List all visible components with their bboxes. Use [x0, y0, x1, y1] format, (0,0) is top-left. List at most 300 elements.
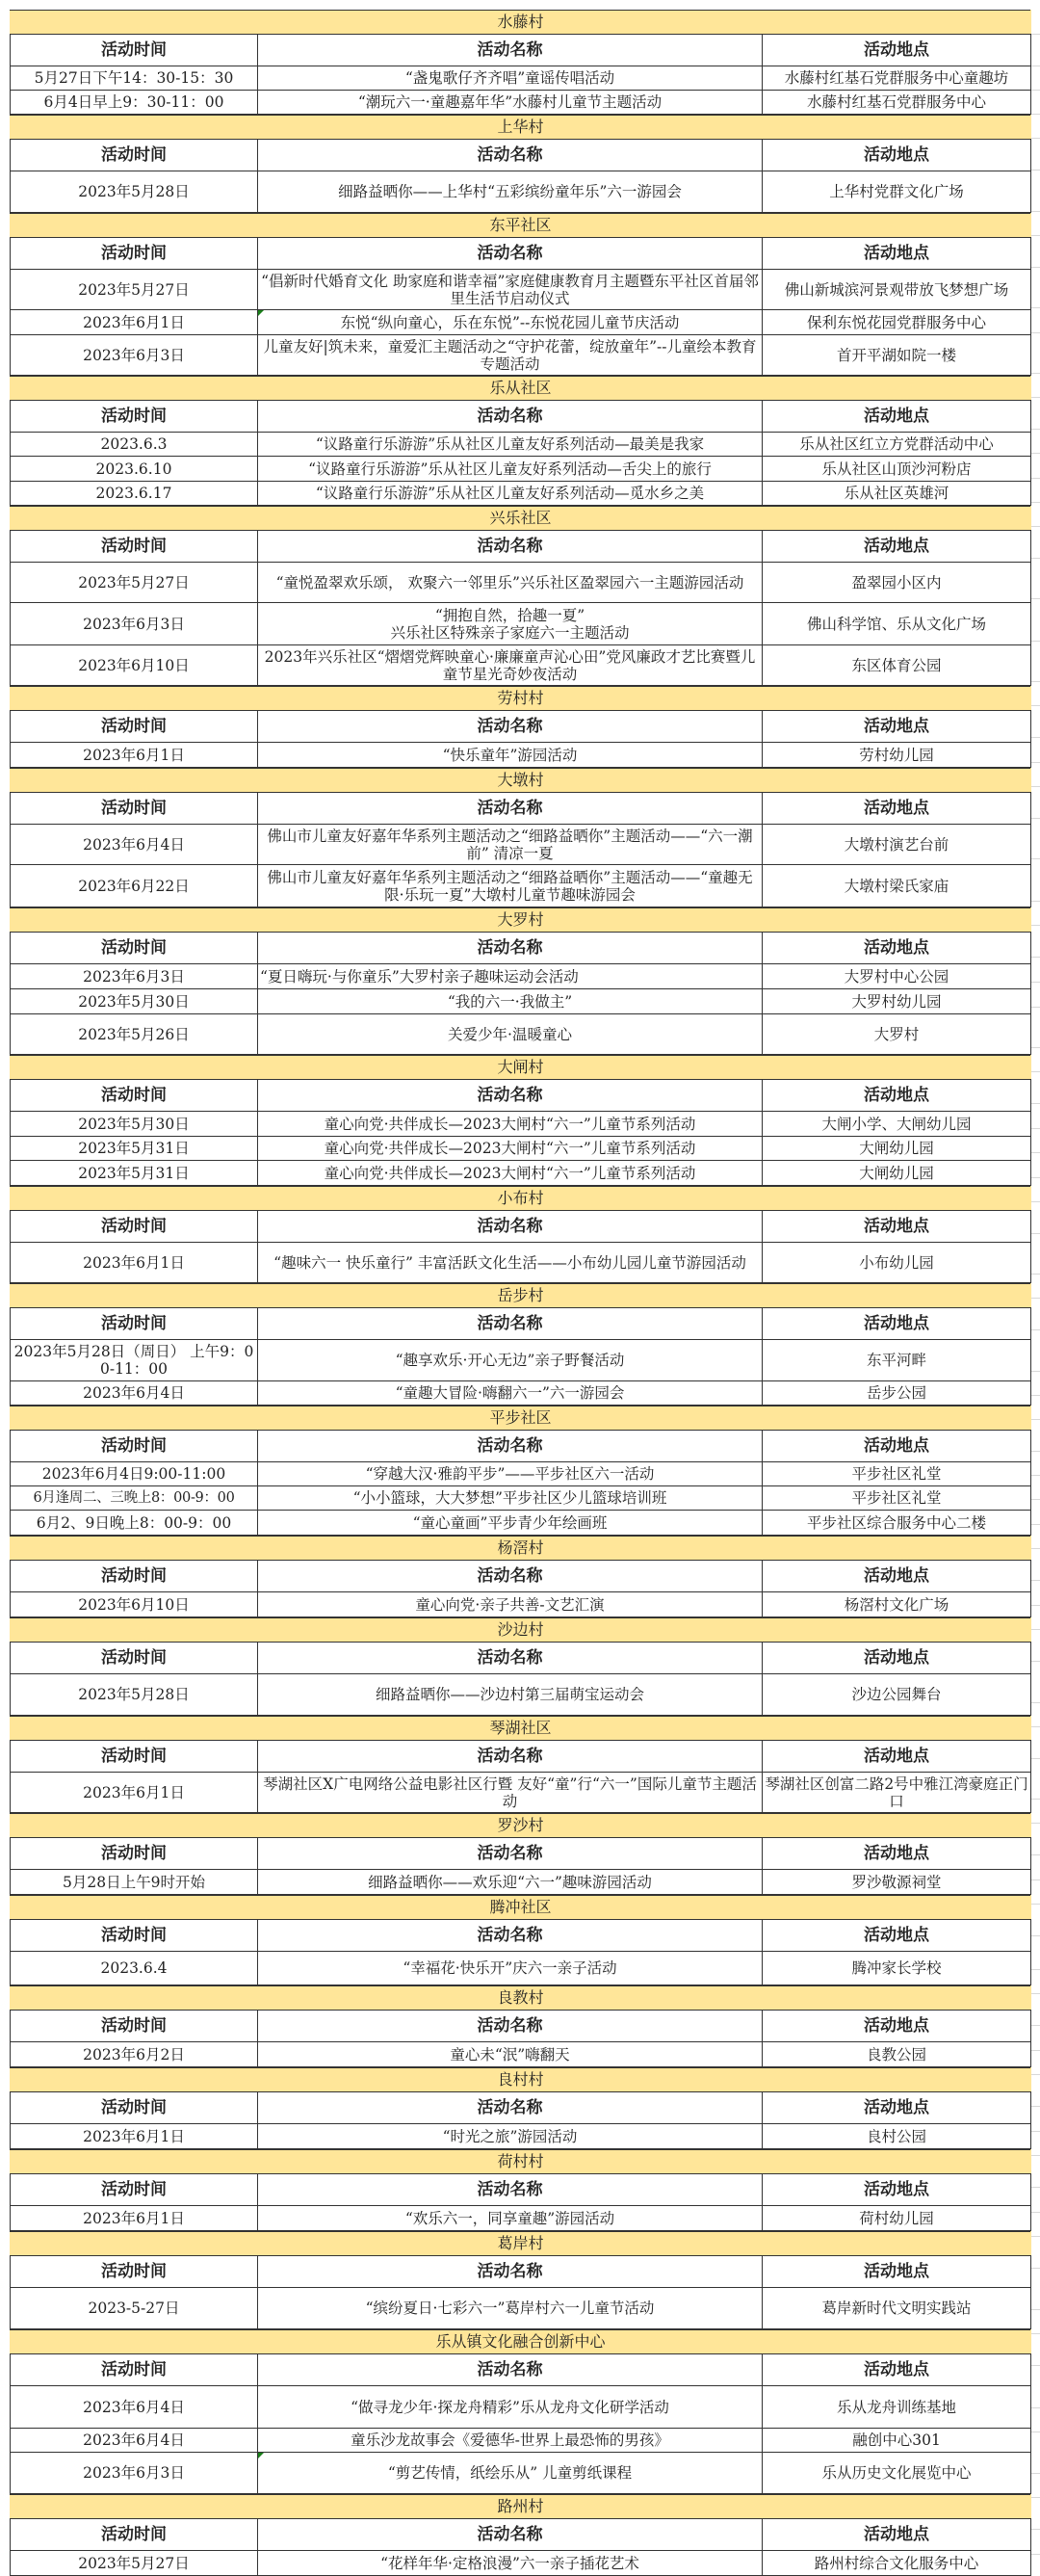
gridline — [1031, 502, 1040, 503]
section-title-cell[interactable]: 乐从社区 — [11, 377, 1031, 401]
cell-activity-place[interactable]: 大墩村梁氏家庙 — [763, 865, 1031, 907]
cell-activity-place[interactable]: 良教公园 — [763, 2042, 1031, 2067]
cell-activity-name[interactable]: “童心童画”平步青少年绘画班 — [258, 1511, 763, 1536]
cell-activity-name[interactable]: 2023年兴乐社区“熠熠党辉映童心·廉廉童声沁心田”党风廉政才艺比赛暨儿童节星光奇妙夜活动 — [258, 645, 763, 686]
header-activity-time[interactable]: 活动时间 — [11, 1741, 258, 1773]
header-activity-name[interactable]: 活动名称 — [258, 1838, 763, 1870]
header-activity-name[interactable]: 活动名称 — [258, 2092, 763, 2124]
column-header-row — [11, 2174, 1031, 2206]
header-activity-name[interactable]: 活动名称 — [258, 1561, 763, 1592]
cell-activity-place[interactable]: 盈翠园小区内 — [763, 563, 1031, 603]
cell-activity-place[interactable]: 东平河畔 — [763, 1340, 1031, 1381]
cell-activity-place[interactable]: 大闸幼儿园 — [763, 1137, 1031, 1161]
column-header-row — [11, 401, 1031, 433]
gridline — [1031, 2268, 1040, 2269]
cell-activity-place[interactable]: 融创中心301 — [763, 2429, 1031, 2453]
cell-activity-time[interactable]: 6月2、9日晚上8：00-9：00 — [11, 1511, 258, 1536]
gridline — [1031, 1371, 1040, 1372]
gridline — [1031, 235, 1040, 236]
header-activity-time[interactable]: 活动时间 — [11, 1920, 258, 1952]
section-title-cell[interactable]: 兴乐社区 — [11, 507, 1031, 531]
cell-activity-name[interactable]: “小小篮球，大大梦想”平步社区少儿篮球培训班 — [258, 1486, 763, 1511]
gridline — [1031, 1629, 1040, 1630]
cell-activity-place[interactable]: 小布幼儿园 — [763, 1243, 1031, 1283]
header-activity-place[interactable]: 活动地点 — [763, 933, 1031, 964]
section-table — [10, 1186, 1031, 1283]
cell-activity-name[interactable]: “倡新时代婚育文化 助家庭和谐幸福”家庭健康教育月主题暨东平社区首届邻里生活节启动仪式 — [258, 270, 763, 310]
header-activity-time[interactable]: 活动时间 — [11, 2174, 258, 2206]
gridline — [1031, 2407, 1040, 2408]
cell-activity-place[interactable]: 琴湖社区创富二路2号中雅江湾豪庭正门口 — [763, 1773, 1031, 1813]
cell-activity-name[interactable]: “议路童行乐游游”乐从社区儿童友好系列活动—最美是我家 — [258, 433, 763, 457]
cell-activity-place[interactable]: 上华村党群文化广场 — [763, 171, 1031, 213]
cell-activity-name[interactable]: “童悦盈翠欢乐颂， 欢聚六一邻里乐”兴乐社区盈翠园六一主题游园活动 — [258, 563, 763, 603]
header-activity-name[interactable]: 活动名称 — [258, 1741, 763, 1773]
table-row — [11, 1381, 1031, 1406]
cell-activity-name[interactable]: “幸福花·快乐开”庆六一亲子活动 — [258, 1952, 763, 1985]
gridline — [1031, 1475, 1040, 1476]
cell-activity-name[interactable]: “穿越大汉·雅韵平步”——平步社区六一活动 — [258, 1462, 763, 1486]
cell-activity-name[interactable]: 童心向党·共伴成长—2023大闸村“六一”儿童节系列活动 — [258, 1161, 763, 1186]
cell-activity-place[interactable]: 良村公园 — [763, 2124, 1031, 2149]
header-activity-name[interactable]: 活动名称 — [258, 2519, 763, 2551]
cell-activity-time[interactable]: 2023年6月3日 — [11, 2453, 258, 2494]
gridline — [1031, 1823, 1040, 1824]
section-title-cell[interactable]: 罗沙村 — [11, 1814, 1031, 1838]
section-title-cell[interactable]: 葛岸村 — [11, 2232, 1031, 2256]
cell-activity-name[interactable]: “花样年华·定格浪漫”六一亲子插花艺术 — [258, 2551, 763, 2576]
header-activity-time[interactable]: 活动时间 — [11, 711, 258, 743]
header-activity-time[interactable]: 活动时间 — [11, 2011, 258, 2042]
cell-activity-time[interactable]: 2023年6月4日 — [11, 2429, 258, 2453]
section-table — [10, 1055, 1031, 1186]
cell-activity-name[interactable]: 细路益晒你——上华村“五彩缤纷童年乐”六一游园会 — [258, 171, 763, 213]
cell-activity-place[interactable]: 大罗村 — [763, 1014, 1031, 1055]
table-row — [11, 1674, 1031, 1716]
header-activity-place[interactable]: 活动地点 — [763, 238, 1031, 270]
header-activity-time[interactable]: 活动时间 — [11, 531, 258, 563]
header-activity-place[interactable]: 活动地点 — [763, 531, 1031, 563]
cell-activity-name[interactable]: “潮玩六一·童趣嘉年华”水藤村儿童节主题活动 — [258, 91, 763, 115]
header-activity-place[interactable]: 活动地点 — [763, 401, 1031, 433]
gridline — [1031, 982, 1040, 983]
gridline — [1031, 1661, 1040, 1662]
section-title-cell[interactable]: 路州村 — [11, 2495, 1031, 2519]
gridline — [1031, 1605, 1040, 1606]
column-header-row — [11, 793, 1031, 825]
section-title-cell[interactable]: 东平社区 — [11, 214, 1031, 238]
gridline — [1031, 1524, 1040, 1525]
header-activity-time[interactable]: 活动时间 — [11, 1431, 258, 1462]
cell-activity-name[interactable]: 细路益晒你——欢乐迎“六一”趣味游园活动 — [258, 1870, 763, 1895]
header-activity-place[interactable]: 活动地点 — [763, 2092, 1031, 2124]
cell-activity-place[interactable]: 腾冲家长学校 — [763, 1952, 1031, 1985]
header-activity-name[interactable]: 活动名称 — [258, 1431, 763, 1462]
section-table — [10, 1536, 1031, 1617]
cell-activity-name[interactable]: “夏日嗨玩·与你童乐”大罗村亲子趣味运动会活动 — [258, 964, 763, 989]
header-activity-time[interactable]: 活动时间 — [11, 793, 258, 825]
table-row — [11, 989, 1031, 1014]
cell-activity-time[interactable]: 2023年5月27日 — [11, 270, 258, 310]
cell-activity-time[interactable]: 2023年6月10日 — [11, 1592, 258, 1617]
header-activity-place[interactable]: 活动地点 — [763, 2011, 1031, 2042]
cell-activity-time[interactable]: 2023年6月22日 — [11, 865, 258, 907]
header-activity-time[interactable]: 活动时间 — [11, 1308, 258, 1340]
cell-activity-name[interactable]: 佛山市儿童友好嘉年华系列主题活动之“细路益晒你”主题活动——“六一潮前” 清凉一夏 — [258, 825, 763, 865]
gridline — [1031, 526, 1040, 527]
header-activity-name[interactable]: 活动名称 — [258, 401, 763, 433]
cell-activity-place[interactable]: 乐从龙舟训练基地 — [763, 2386, 1031, 2429]
gridline — [1031, 2074, 1040, 2075]
cell-activity-time[interactable]: 2023年5月28日（周日） 上午9：00-11：00 — [11, 1340, 258, 1381]
cell-activity-place[interactable]: 乐从社区红立方党群活动中心 — [763, 433, 1031, 457]
header-activity-time[interactable]: 活动时间 — [11, 1838, 258, 1870]
header-activity-name[interactable]: 活动名称 — [258, 531, 763, 563]
column-header-row — [11, 35, 1031, 66]
cell-activity-time[interactable]: 2023年5月31日 — [11, 1137, 258, 1161]
cell-activity-place[interactable]: 保利东悦花园党群服务中心 — [763, 310, 1031, 335]
cell-activity-name[interactable]: 琴湖社区X广电网络公益电影社区行暨 友好“童”行“六一”国际儿童节主题活动 — [258, 1773, 763, 1813]
cell-activity-name[interactable]: “拥抱自然，拾趣一夏” 兴乐社区特殊亲子家庭六一主题活动 — [258, 603, 763, 645]
cell-activity-name[interactable]: “趣味六一 快乐童行” 丰富活跃文化生活——小布幼儿园儿童节游园活动 — [258, 1243, 763, 1283]
cell-activity-place[interactable]: 水藤村红基石党群服务中心童趣坊 — [763, 66, 1031, 91]
header-activity-name[interactable]: 活动名称 — [258, 711, 763, 743]
header-activity-name[interactable]: 活动名称 — [258, 140, 763, 171]
gridline — [1031, 332, 1040, 333]
section-title-row — [11, 1406, 1031, 1431]
header-activity-place[interactable]: 活动地点 — [763, 1080, 1031, 1112]
section-title-row — [11, 377, 1031, 401]
table-row — [11, 2042, 1031, 2067]
header-activity-time[interactable]: 活动时间 — [11, 401, 258, 433]
gridline — [1031, 1298, 1040, 1299]
header-activity-name[interactable]: 活动名称 — [258, 2256, 763, 2288]
section-title-row — [11, 214, 1031, 238]
header-activity-place[interactable]: 活动地点 — [763, 1211, 1031, 1243]
cell-activity-time[interactable]: 2023年6月4日 — [11, 2386, 258, 2429]
section-title-cell[interactable]: 岳步村 — [11, 1284, 1031, 1308]
cell-activity-time[interactable]: 5月27日下午14：30-15：30 — [11, 66, 258, 91]
section-table — [10, 213, 1031, 376]
header-activity-place[interactable]: 活动地点 — [763, 1308, 1031, 1340]
header-activity-place[interactable]: 活动地点 — [763, 1838, 1031, 1870]
table-row — [11, 825, 1031, 865]
cell-activity-time[interactable]: 2023年5月28日 — [11, 171, 258, 213]
cell-activity-time[interactable]: 2023年6月1日 — [11, 310, 258, 335]
header-activity-time[interactable]: 活动时间 — [11, 2519, 258, 2551]
gridline — [1031, 762, 1040, 763]
header-activity-time[interactable]: 活动时间 — [11, 1080, 258, 1112]
section-table — [10, 2149, 1031, 2231]
cell-activity-name[interactable]: 儿童友好|筑未来，童爱汇主题活动之“守护花蕾，绽放童年”--儿童绘本教育专题活动 — [258, 335, 763, 376]
header-activity-name[interactable]: 活动名称 — [258, 2174, 763, 2206]
header-activity-time[interactable]: 活动时间 — [11, 1561, 258, 1592]
gridline — [1031, 1758, 1040, 1759]
table-row — [11, 1137, 1031, 1161]
section-title-cell[interactable]: 大墩村 — [11, 769, 1031, 793]
section-title-cell[interactable]: 平步社区 — [11, 1406, 1031, 1431]
header-activity-name[interactable]: 活动名称 — [258, 2354, 763, 2386]
cell-activity-place[interactable]: 大闸幼儿园 — [763, 1161, 1031, 1186]
header-activity-place[interactable]: 活动地点 — [763, 793, 1031, 825]
cell-activity-time[interactable]: 2023年5月27日 — [11, 2551, 258, 2576]
gridline — [1031, 373, 1040, 374]
header-activity-name[interactable]: 活动名称 — [258, 1308, 763, 1340]
cell-activity-place[interactable]: 平步社区综合服务中心二楼 — [763, 1511, 1031, 1536]
cell-activity-time[interactable]: 2023年5月30日 — [11, 1112, 258, 1137]
cell-activity-place[interactable]: 水藤村红基石党群服务中心 — [763, 91, 1031, 115]
cell-activity-name[interactable]: 东悦“纵向童心，乐在东悦”--东悦花园儿童节庆活动 — [258, 310, 763, 335]
header-activity-place[interactable]: 活动地点 — [763, 140, 1031, 171]
cell-activity-time[interactable]: 5月28日上午9时开始 — [11, 1870, 258, 1895]
table-row — [11, 645, 1031, 686]
cell-activity-place[interactable]: 平步社区礼堂 — [763, 1486, 1031, 1511]
cell-activity-name[interactable]: “时光之旅”游园活动 — [258, 2124, 763, 2149]
gridline — [1031, 1128, 1040, 1129]
section-table — [10, 686, 1031, 768]
cell-activity-place[interactable]: 岳步公园 — [763, 1381, 1031, 1406]
gridline — [1031, 397, 1040, 398]
cell-activity-name[interactable]: “童趣大冒险·嗨翻六一”六一游园会 — [258, 1381, 763, 1406]
column-header-row — [11, 531, 1031, 563]
cell-activity-place[interactable]: 佛山新城滨河景观带放飞梦想广场 — [763, 270, 1031, 310]
section-title-cell[interactable]: 大罗村 — [11, 908, 1031, 933]
gridline — [1031, 90, 1040, 91]
cell-activity-time[interactable]: 2023年6月1日 — [11, 2124, 258, 2149]
gridline — [1031, 641, 1040, 642]
header-activity-name[interactable]: 活动名称 — [258, 793, 763, 825]
header-activity-time[interactable]: 活动时间 — [11, 140, 258, 171]
gridline — [1031, 1395, 1040, 1396]
header-activity-time[interactable]: 活动时间 — [11, 2092, 258, 2124]
section-table — [10, 2067, 1031, 2149]
cell-activity-place[interactable]: 杨滘村文化广场 — [763, 1592, 1031, 1617]
section-title-row — [11, 1896, 1031, 1920]
table-row — [11, 2551, 1031, 2576]
cell-activity-time[interactable]: 2023年6月3日 — [11, 964, 258, 989]
cell-activity-name[interactable]: “快乐童年”游园活动 — [258, 743, 763, 768]
cell-activity-name[interactable]: “盏鬼歌仔齐齐唱”童谣传唱活动 — [258, 66, 763, 91]
cell-activity-name[interactable]: “议路童行乐游游”乐从社区儿童友好系列活动—觅水乡之美 — [258, 482, 763, 506]
section-title-cell[interactable]: 荷村村 — [11, 2150, 1031, 2174]
header-activity-place[interactable]: 活动地点 — [763, 711, 1031, 743]
header-activity-place[interactable]: 活动地点 — [763, 2256, 1031, 2288]
cell-activity-name[interactable]: “趣享欢乐·开心无边”亲子野餐活动 — [258, 1340, 763, 1381]
cell-activity-time[interactable]: 2023年6月4日 — [11, 825, 258, 865]
cell-activity-place[interactable]: 大罗村幼儿园 — [763, 989, 1031, 1014]
cell-activity-time[interactable]: 2023-5-27日 — [11, 2288, 258, 2329]
cell-activity-time[interactable]: 2023年6月4日 — [11, 1381, 258, 1406]
cell-activity-time[interactable]: 6月逢周二、三晚上8：00-9：00 — [11, 1486, 258, 1511]
cell-activity-place[interactable]: 首开平湖如院一楼 — [763, 335, 1031, 376]
cell-activity-time[interactable]: 2023年6月4日9:00-11:00 — [11, 1462, 258, 1486]
cell-activity-time[interactable]: 2023年5月26日 — [11, 1014, 258, 1055]
section-table — [10, 1283, 1031, 1406]
cell-activity-time[interactable]: 2023年6月3日 — [11, 335, 258, 376]
header-activity-place[interactable]: 活动地点 — [763, 2519, 1031, 2551]
cell-activity-place[interactable]: 大闸小学、大闸幼儿园 — [763, 1112, 1031, 1137]
table-row — [11, 2124, 1031, 2149]
section-title-cell[interactable]: 劳村村 — [11, 687, 1031, 711]
header-activity-place[interactable]: 活动地点 — [763, 1643, 1031, 1674]
cell-activity-name[interactable]: “剪艺传情，纸绘乐从” 儿童剪纸课程 — [258, 2453, 763, 2494]
gridline — [1031, 2309, 1040, 2310]
section-title-row — [11, 1717, 1031, 1741]
cell-activity-name[interactable]: “缤纷夏日·七彩六一”葛岸村六一儿童节活动 — [258, 2288, 763, 2329]
header-activity-place[interactable]: 活动地点 — [763, 2354, 1031, 2386]
cell-activity-name[interactable]: 童心向党·共伴成长—2023大闸村“六一”儿童节系列活动 — [258, 1137, 763, 1161]
cell-activity-time[interactable]: 2023.6.3 — [11, 433, 258, 457]
section-title-cell[interactable]: 腾冲社区 — [11, 1896, 1031, 1920]
cell-activity-time[interactable]: 2023年6月1日 — [11, 1243, 258, 1283]
table-row — [11, 1161, 1031, 1186]
cell-activity-name[interactable]: “欢乐六一，同享童趣”游园活动 — [258, 2206, 763, 2231]
cell-activity-place[interactable]: 乐从历史文化展览中心 — [763, 2453, 1031, 2494]
cell-activity-place[interactable]: 荷村幼儿园 — [763, 2206, 1031, 2231]
section-title-cell[interactable]: 琴湖社区 — [11, 1717, 1031, 1741]
cell-activity-time[interactable]: 2023年5月30日 — [11, 989, 258, 1014]
cell-activity-place[interactable]: 劳村幼儿园 — [763, 743, 1031, 768]
header-activity-time[interactable]: 活动时间 — [11, 1211, 258, 1243]
column-header-row — [11, 1741, 1031, 1773]
cell-activity-time[interactable]: 2023.6.4 — [11, 1952, 258, 1985]
cell-activity-place[interactable]: 佛山科学馆、乐从文化广场 — [763, 603, 1031, 645]
gridline — [1031, 2212, 1040, 2213]
cell-activity-time[interactable]: 2023年5月31日 — [11, 1161, 258, 1186]
cell-activity-name[interactable]: 童乐沙龙故事会《爱德华-世界上最恐怖的男孩》 — [258, 2429, 763, 2453]
section-title-cell[interactable]: 良教村 — [11, 1986, 1031, 2011]
cell-activity-name[interactable]: 佛山市儿童友好嘉年华系列主题活动之“细路益晒你”主题活动——“童趣无限·乐玩一夏”大墩村儿童节趣味游园会 — [258, 865, 763, 907]
cell-activity-name[interactable]: 童心未“泯”嗨翻天 — [258, 2042, 763, 2067]
section-title-cell[interactable]: 上华村 — [11, 116, 1031, 140]
section-title-cell[interactable]: 乐从镇文化融合创新中心 — [11, 2330, 1031, 2354]
section-title-cell[interactable]: 良村村 — [11, 2068, 1031, 2092]
table-row — [11, 865, 1031, 907]
gridline — [1031, 1007, 1040, 1008]
cell-activity-time[interactable]: 2023.6.10 — [11, 457, 258, 482]
gridline — [1031, 786, 1040, 787]
gridline — [1031, 1233, 1040, 1234]
cell-activity-place[interactable]: 沙边公园舞台 — [763, 1674, 1031, 1716]
header-activity-place[interactable]: 活动地点 — [763, 1920, 1031, 1952]
header-activity-time[interactable]: 活动时间 — [11, 933, 258, 964]
cell-activity-name[interactable]: “做寻龙少年·探龙舟精彩”乐从龙舟文化研学活动 — [258, 2386, 763, 2429]
cell-activity-time[interactable]: 2023年6月3日 — [11, 603, 258, 645]
cell-activity-time[interactable]: 2023年5月28日 — [11, 1674, 258, 1716]
cell-activity-name[interactable]: 细路益晒你——沙边村第三届萌宝运动会 — [258, 1674, 763, 1716]
cell-activity-place[interactable]: 大罗村中心公园 — [763, 964, 1031, 989]
cell-activity-name[interactable]: “我的六一·我做主” — [258, 989, 763, 1014]
cell-activity-place[interactable]: 乐从社区英雄河 — [763, 482, 1031, 506]
cell-activity-time[interactable]: 2023年6月1日 — [11, 1773, 258, 1813]
gridline — [1031, 211, 1040, 212]
header-activity-place[interactable]: 活动地点 — [763, 35, 1031, 66]
header-activity-time[interactable]: 活动时间 — [11, 238, 258, 270]
table-row — [11, 433, 1031, 457]
cell-activity-time[interactable]: 2023年6月10日 — [11, 645, 258, 686]
cell-activity-place[interactable]: 东区体育公园 — [763, 645, 1031, 686]
gridline — [1031, 429, 1040, 430]
cell-activity-time[interactable]: 2023.6.17 — [11, 482, 258, 506]
header-activity-place[interactable]: 活动地点 — [763, 1741, 1031, 1773]
cell-activity-place[interactable]: 路州村综合文化服务中心 — [763, 2551, 1031, 2576]
section-title-cell[interactable]: 杨滘村 — [11, 1537, 1031, 1561]
cell-activity-name[interactable]: “议路童行乐游游”乐从社区儿童友好系列活动—舌尖上的旅行 — [258, 457, 763, 482]
header-activity-time[interactable]: 活动时间 — [11, 2354, 258, 2386]
cell-activity-time[interactable]: 6月4日早上9：30-11：00 — [11, 91, 258, 115]
table-row — [11, 1486, 1031, 1511]
gridline — [1031, 1904, 1040, 1905]
cell-activity-place[interactable]: 大墩村演艺台前 — [763, 825, 1031, 865]
cell-activity-time[interactable]: 2023年5月27日 — [11, 563, 258, 603]
section-title-cell[interactable]: 沙边村 — [11, 1618, 1031, 1643]
header-activity-name[interactable]: 活动名称 — [258, 1920, 763, 1952]
table-row — [11, 1243, 1031, 1283]
cell-activity-time[interactable]: 2023年6月1日 — [11, 743, 258, 768]
section-title-row — [11, 1187, 1031, 1211]
header-activity-time[interactable]: 活动时间 — [11, 2256, 258, 2288]
header-activity-name[interactable]: 活动名称 — [258, 933, 763, 964]
header-activity-place[interactable]: 活动地点 — [763, 2174, 1031, 2206]
header-activity-name[interactable]: 活动名称 — [258, 1211, 763, 1243]
section-title-cell[interactable]: 小布村 — [11, 1187, 1031, 1211]
header-activity-name[interactable]: 活动名称 — [258, 2011, 763, 2042]
table-row — [11, 2386, 1031, 2429]
cell-activity-place[interactable]: 罗沙敬源祠堂 — [763, 1870, 1031, 1895]
cell-activity-name[interactable]: 童心向党·共伴成长—2023大闸村“六一”儿童节系列活动 — [258, 1112, 763, 1137]
section-title-cell[interactable]: 大闸村 — [11, 1056, 1031, 1080]
gridline — [1031, 1499, 1040, 1500]
cell-activity-place[interactable]: 葛岸新时代文明实践站 — [763, 2288, 1031, 2329]
table-row — [11, 1870, 1031, 1895]
section-table — [10, 2329, 1031, 2494]
header-activity-time[interactable]: 活动时间 — [11, 35, 258, 66]
gridline — [1031, 2050, 1040, 2051]
header-activity-time[interactable]: 活动时间 — [11, 1643, 258, 1674]
header-activity-name[interactable]: 活动名称 — [258, 238, 763, 270]
column-header-row — [11, 933, 1031, 964]
gridline — [1031, 1152, 1040, 1153]
gridline — [1031, 957, 1040, 958]
section-table — [10, 1716, 1031, 1813]
header-activity-name[interactable]: 活动名称 — [258, 1643, 763, 1674]
cell-activity-time[interactable]: 2023年6月2日 — [11, 2042, 258, 2067]
cell-activity-name[interactable]: 关爱少年·温暖童心 — [258, 1014, 763, 1055]
section-title-row — [11, 116, 1031, 140]
table-row — [11, 1511, 1031, 1536]
section-title-cell[interactable]: 水藤村 — [11, 11, 1031, 35]
header-activity-name[interactable]: 活动名称 — [258, 1080, 763, 1112]
cell-activity-name[interactable]: 童心向党·亲子共善-文艺汇演 — [258, 1592, 763, 1617]
cell-activity-place[interactable]: 乐从社区山顶沙河粉店 — [763, 457, 1031, 482]
column-header-row — [11, 2519, 1031, 2551]
section-table — [10, 768, 1031, 907]
header-activity-name[interactable]: 活动名称 — [258, 35, 763, 66]
section-title-row — [11, 1537, 1031, 1561]
table-row — [11, 91, 1031, 115]
section-title-row — [11, 2495, 1031, 2519]
column-header-row — [11, 1838, 1031, 1870]
gridline — [1031, 1935, 1040, 1936]
header-activity-place[interactable]: 活动地点 — [763, 1561, 1031, 1592]
cell-activity-place[interactable]: 平步社区礼堂 — [763, 1462, 1031, 1486]
gridline — [1031, 478, 1040, 479]
table-row — [11, 1773, 1031, 1813]
cell-activity-time[interactable]: 2023年6月1日 — [11, 2206, 258, 2231]
gridline — [1031, 818, 1040, 819]
header-activity-place[interactable]: 活动地点 — [763, 1431, 1031, 1462]
section-title-row — [11, 1986, 1031, 2011]
